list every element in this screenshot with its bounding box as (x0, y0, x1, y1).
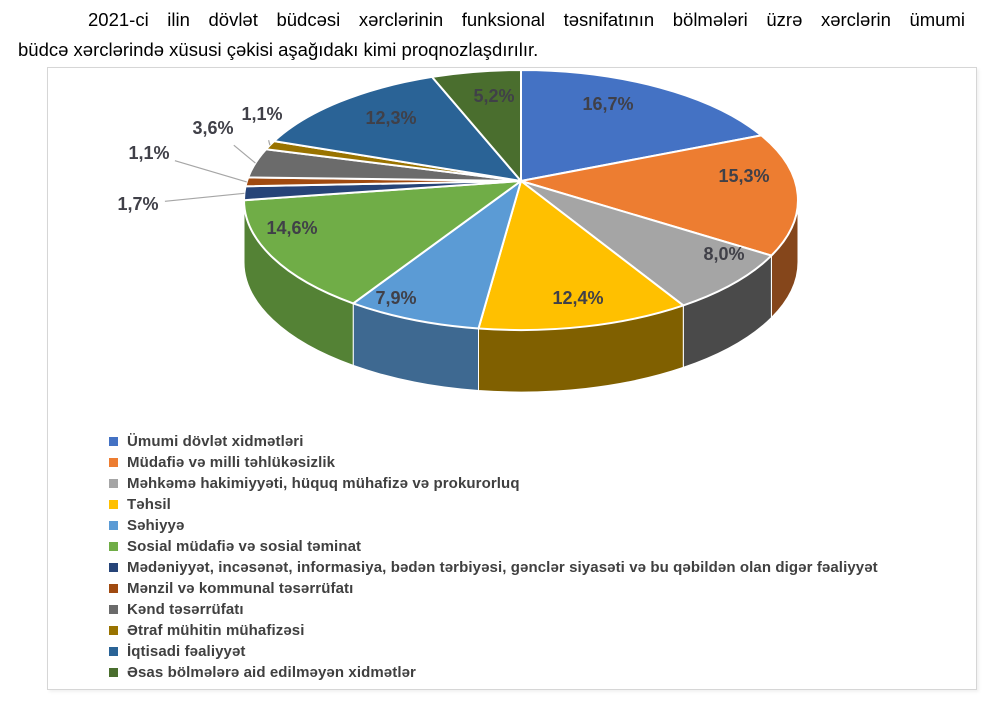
pie-data-label-3: 12,4% (552, 288, 604, 308)
legend-item-2 (109, 473, 878, 494)
legend-item-3 (109, 494, 878, 515)
pie-data-label-5: 14,6% (266, 218, 318, 238)
legend-color-swatch (109, 668, 118, 677)
title-line-2: büdcə xərclərində xüsusi çəkisi aşağıdakı kimi proqnozlaşdırılır. (18, 39, 539, 60)
leader-line-9 (269, 140, 270, 145)
legend-color-swatch (109, 479, 118, 488)
legend-item-9 (109, 620, 878, 641)
legend-item-11 (109, 662, 878, 683)
legend-item-0 (109, 431, 878, 452)
pie-data-label-10: 12,3% (365, 108, 417, 128)
pie-data-label-7: 1,1% (128, 143, 170, 163)
pie-data-label-11: 5,2% (473, 86, 515, 106)
legend-item-4 (109, 515, 878, 536)
legend-color-swatch (109, 437, 118, 446)
legend-label: Ətraf mühitin mühafizəsi (127, 622, 305, 639)
pie-data-label-8: 3,6% (192, 118, 234, 138)
pie-data-label-9: 1,1% (241, 104, 283, 124)
legend-color-swatch (109, 626, 118, 635)
legend-item-1 (109, 452, 878, 473)
leader-line-7 (175, 161, 247, 182)
legend-label: Əsas bölmələrə aid edilməyən xidmətlər (127, 664, 416, 681)
legend-item-10 (109, 641, 878, 662)
legend-label: Məhkəmə hakimiyyəti, hüquq mühafizə və prokurorluq (127, 475, 520, 492)
legend-label: İqtisadi fəaliyyət (127, 643, 246, 660)
page-title (18, 5, 965, 65)
pie-data-label-4: 7,9% (375, 288, 417, 308)
legend-color-swatch (109, 458, 118, 467)
legend-item-5 (109, 536, 878, 557)
pie-data-label-0: 16,7% (582, 94, 634, 114)
chart-area (47, 67, 977, 690)
legend-label: Ümumi dövlət xidmətləri (127, 433, 304, 450)
legend-item-7 (109, 578, 878, 599)
pie-data-label-2: 8,0% (703, 244, 745, 264)
legend-color-swatch (109, 605, 118, 614)
title-line-1: 2021-ci ilin dövlət büdcəsi xərclərinin funksional təsnifatının bölmələri üzrə xərclərin ümumi (88, 9, 965, 30)
leader-line-8 (234, 145, 256, 163)
legend-label: Təhsil (127, 496, 171, 513)
pie-data-label-1: 15,3% (718, 166, 770, 186)
legend-color-swatch (109, 584, 118, 593)
legend-label: Sosial müdafiə və sosial təminat (127, 538, 362, 555)
legend-label: Müdafiə və milli təhlükəsizlik (127, 454, 336, 471)
chart-legend (109, 431, 878, 683)
leader-line-6 (165, 193, 245, 201)
legend-label: Mənzil və kommunal təsərrüfatı (127, 580, 354, 597)
legend-label: Mədəniyyət, incəsənət, informasiya, bədən tərbiyəsi, gənclər siyasəti və bu qəbildən olan digər fəaliyyət (127, 559, 878, 576)
legend-color-swatch (109, 500, 118, 509)
legend-color-swatch (109, 563, 118, 572)
legend-label: Səhiyyə (127, 517, 185, 534)
legend-item-8 (109, 599, 878, 620)
legend-color-swatch (109, 521, 118, 530)
legend-color-swatch (109, 542, 118, 551)
legend-item-6 (109, 557, 878, 578)
pie-data-label-6: 1,7% (117, 194, 159, 214)
legend-color-swatch (109, 647, 118, 656)
legend-label: Kənd təsərrüfatı (127, 601, 244, 618)
